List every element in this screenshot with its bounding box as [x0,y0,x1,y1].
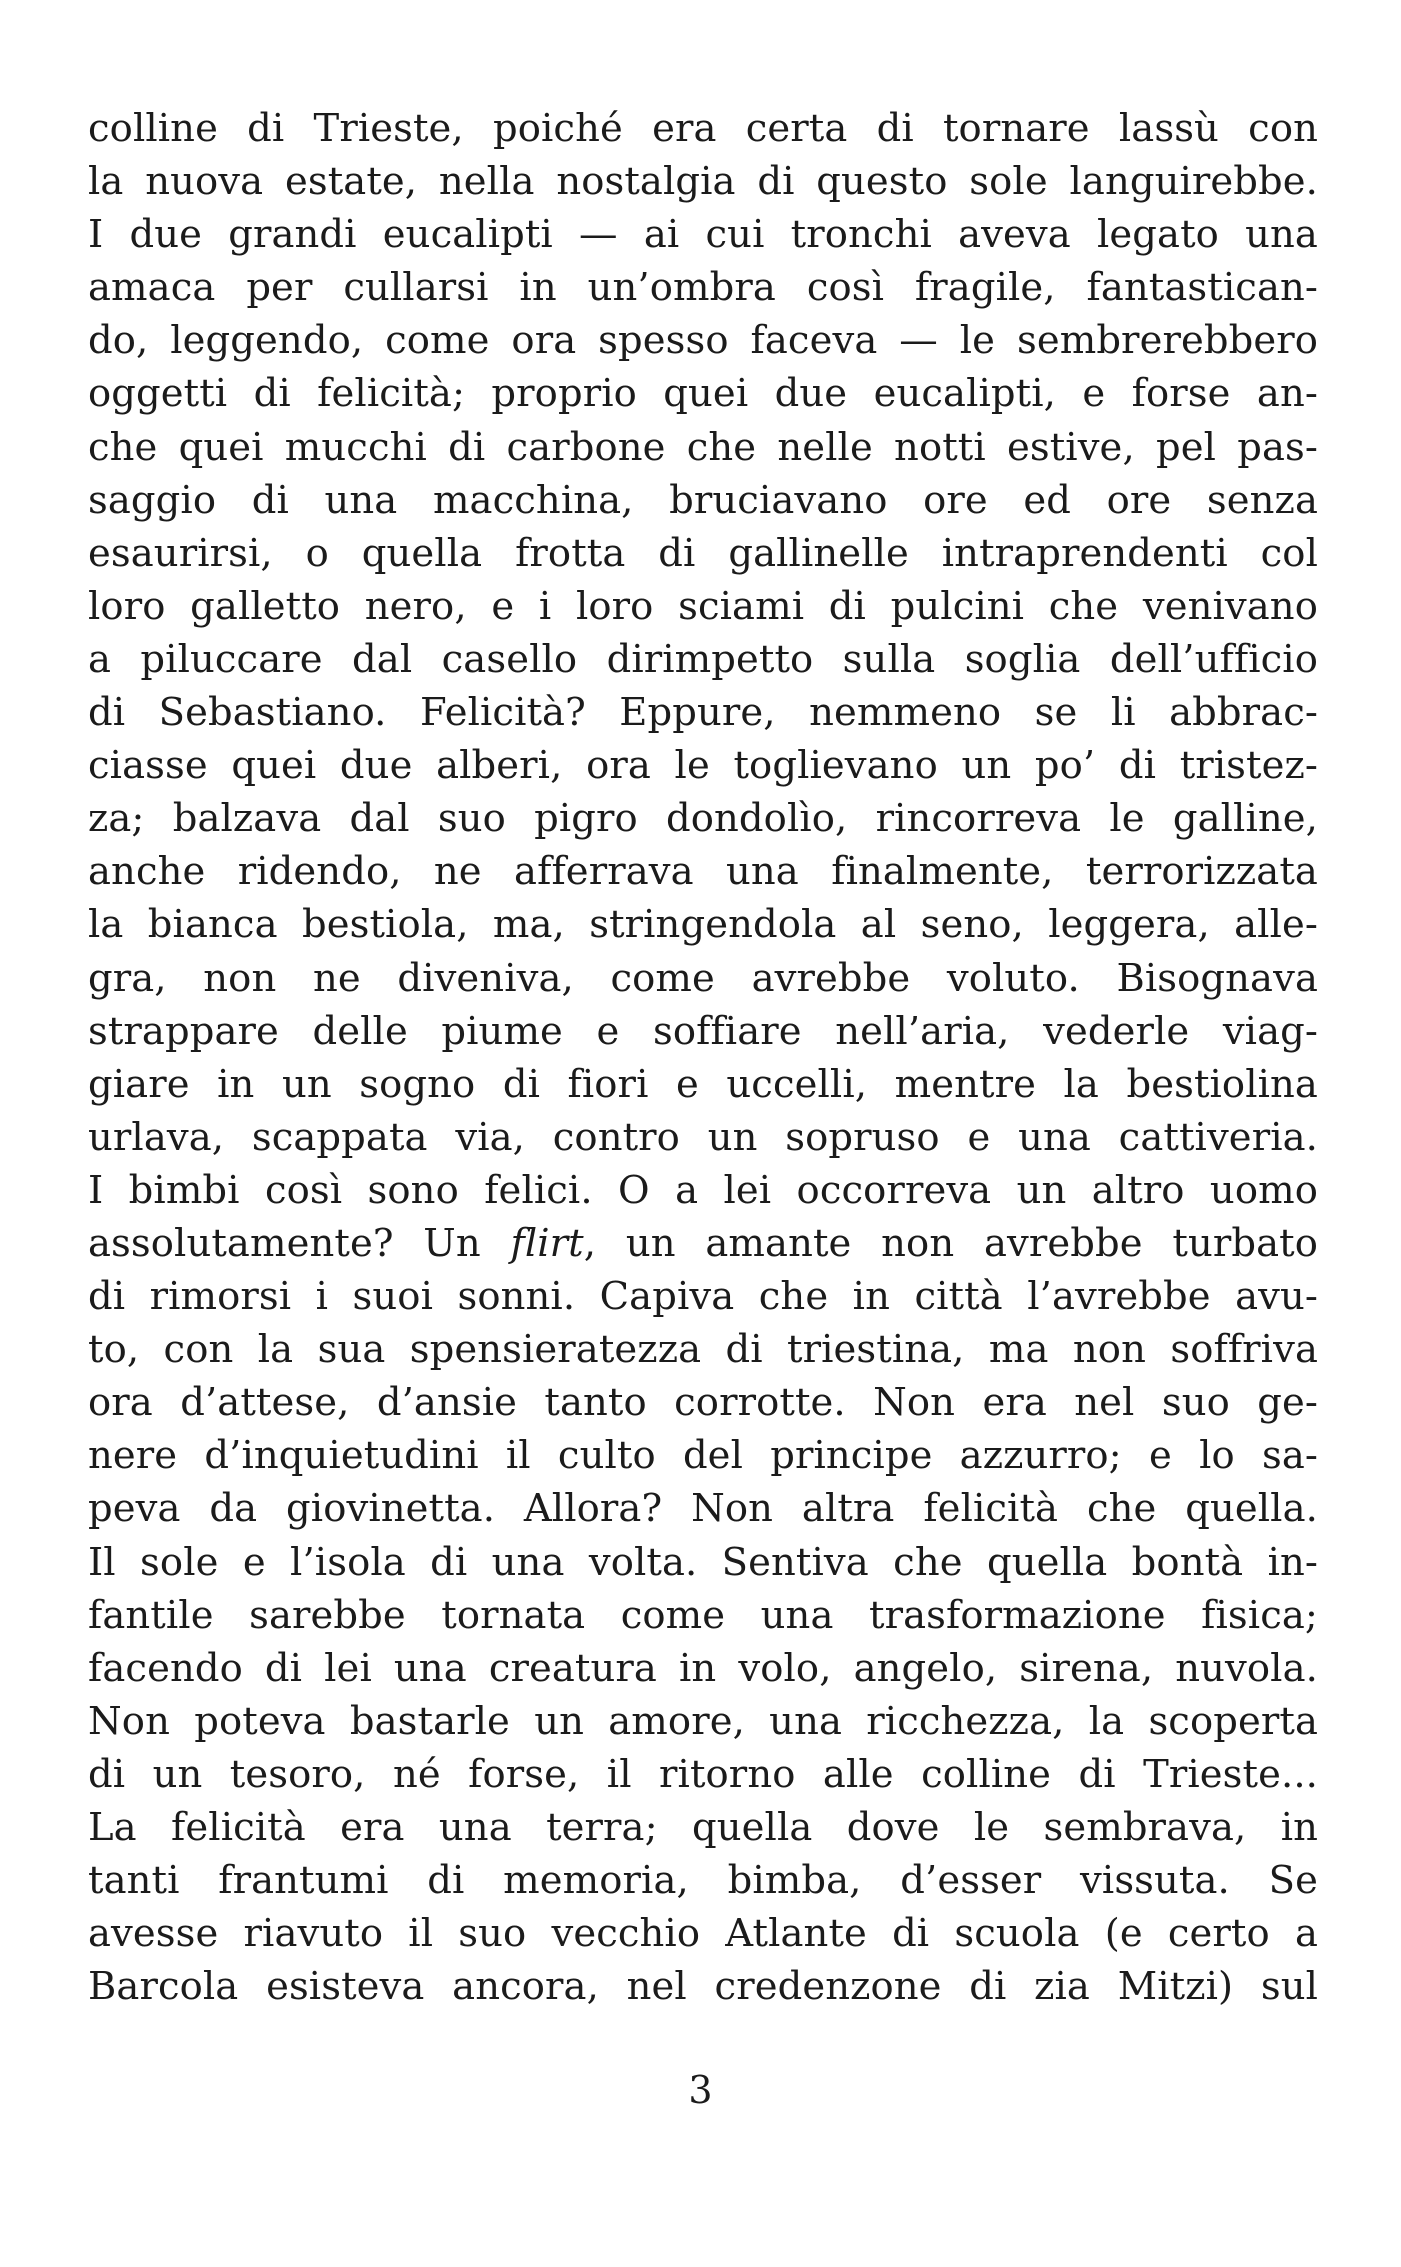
text-line: do, leggendo, come ora spesso faceva — le sembrerebbero [88,318,1318,364]
text-line: colline di Trieste, poiché era certa di tornare lassù con [88,106,1318,151]
text-line: giare in un sogno di fiori e uccelli, mentre la bestiolina [88,1061,1318,1107]
text-line: I due grandi eucalipti — ai cui tronchi aveva legato una [88,212,1318,258]
text-line: facendo di lei una creatura in volo, angelo, sirena, nuvola. [88,1645,1318,1691]
text-line: strappare delle piume e soffiare nell’aria, vederle viag- [88,1008,1318,1054]
body-text [88,102,1318,2013]
text-line: esaurirsi, o quella frotta di gallinelle intraprendenti col [88,530,1318,576]
text-line: anche ridendo, ne afferrava una finalmente, terrorizzata [88,849,1318,895]
text-line: urlava, scappata via, contro un sopruso e una cattiveria. [88,1114,1318,1160]
text-line: Non poteva bastarle un amore, una ricchezza, la scoperta [88,1698,1318,1744]
text-line: fantile sarebbe tornata come una trasformazione fisica; [88,1592,1318,1638]
text-line: I bimbi così sono felici. O a lei occorreva un altro uomo [88,1167,1318,1213]
text-line: assolutamente? Un flirt, un amante non avrebbe turbato [88,1220,1318,1266]
text-line: ciasse quei due alberi, ora le toglievano un po’ di tristez- [88,743,1318,789]
text-line: di rimorsi i suoi sonni. Capiva che in città l’avrebbe avu- [88,1274,1318,1320]
text-line: za; balzava dal suo pigro dondolìo, rincorreva le galline, [88,796,1318,842]
text-line: loro galletto nero, e i loro sciami di pulcini che venivano [88,583,1318,629]
text-line: Il sole e l’isola di una volta. Sentiva che quella bontà in- [88,1539,1318,1585]
text-line: Barcola esisteva ancora, nel credenzone di zia Mitzi) sul [88,1964,1318,2010]
text-line: to, con la sua spensieratezza di triestina, ma non soffriva [88,1327,1318,1373]
text-line: oggetti di felicità; proprio quei due eucalipti, e forse an- [88,371,1318,417]
text-line: la nuova estate, nella nostalgia di questo sole languirebbe. [88,159,1318,205]
text-line: saggio di una macchina, bruciavano ore ed ore senza [88,477,1318,523]
text-line: tanti frantumi di memoria, bimba, d’esser vissuta. Se [88,1858,1318,1904]
italic-word: flirt [510,1220,584,1266]
text-line: La felicità era una terra; quella dove le sembrava, in [88,1805,1318,1850]
text-line: gra, non ne diveniva, come avrebbe voluto. Bisognava [88,955,1318,1001]
text-line: che quei mucchi di carbone che nelle notti estive, pel pas- [88,424,1318,470]
text-line: a piluccare dal casello dirimpetto sulla soglia dell’ufficio [88,636,1318,682]
text-line: di un tesoro, né forse, il ritorno alle colline di Trieste... [88,1751,1318,1797]
text-line: di Sebastiano. Felicità? Eppure, nemmeno se li abbrac- [88,690,1318,736]
page-number: 3 [688,2068,713,2112]
text-line: amaca per cullarsi in un’ombra così fragile, fantastican- [88,265,1318,311]
text-line: nere d’inquietudini il culto del principe azzurro; e lo sa- [88,1433,1318,1479]
text-line: la bianca bestiola, ma, stringendola al seno, leggera, alle- [88,902,1318,948]
text-line: ora d’attese, d’ansie tanto corrotte. Non era nel suo ge- [88,1380,1318,1426]
text-line: peva da giovinetta. Allora? Non altra felicità che quella. [88,1486,1318,1532]
text-line: avesse riavuto il suo vecchio Atlante di scuola (e certo a [88,1911,1318,1957]
